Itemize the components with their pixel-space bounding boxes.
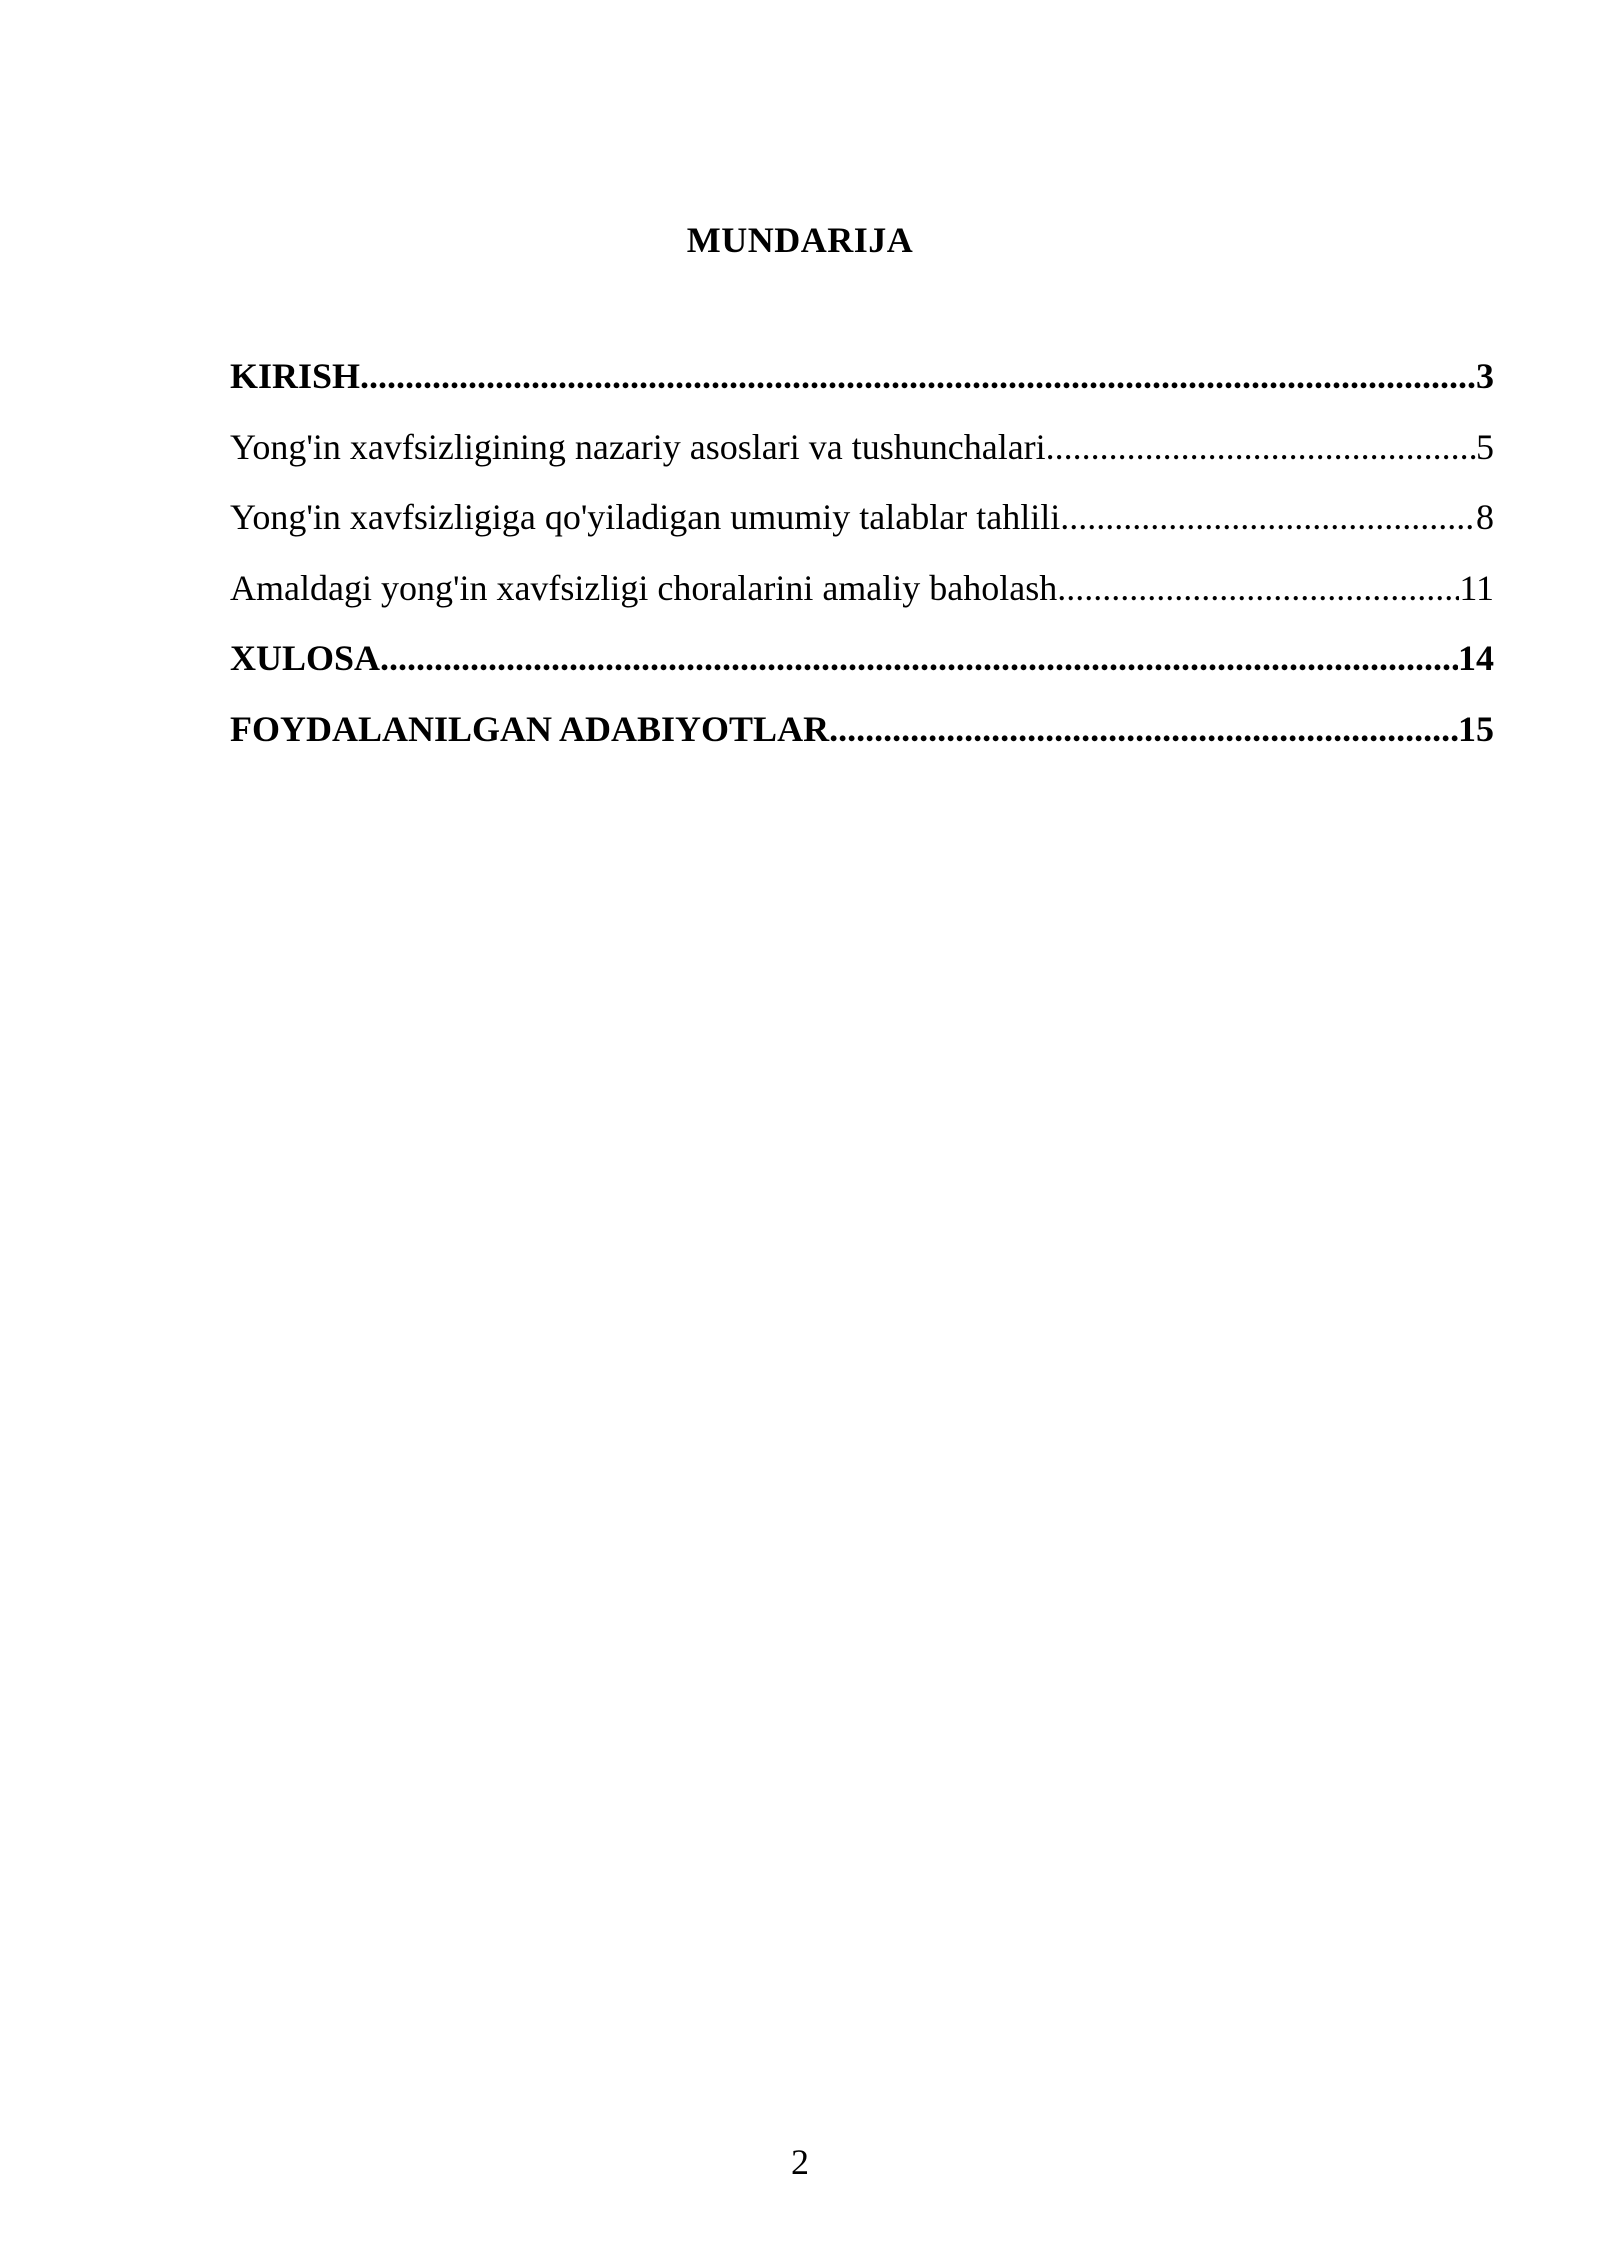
toc-entry-page: 14 xyxy=(1458,638,1494,678)
toc-entry-kirish[interactable] xyxy=(230,354,1494,425)
toc-entry-page: 3 xyxy=(1476,356,1494,396)
toc-entry-text: KIRISH xyxy=(230,356,361,396)
toc-entry-text: Yong'in xavfsizligiga qo'yiladigan umumiy talablar tahlili xyxy=(230,497,1061,537)
table-of-contents xyxy=(230,354,1494,777)
page-number: 2 xyxy=(791,2142,809,2182)
toc-entry-adabiyotlar[interactable] xyxy=(230,707,1494,778)
toc-entry-page: 8 xyxy=(1476,497,1494,537)
toc-dot-leader xyxy=(1060,495,1476,539)
toc-entry-nazariy-asoslar[interactable] xyxy=(230,425,1494,496)
toc-entry-text: Amaldagi yong'in xavfsizligi choralarini amaliy baholash xyxy=(230,567,1058,608)
toc-entry-page: 11 xyxy=(1459,567,1494,608)
toc-dot-leader xyxy=(360,354,1476,398)
toc-entry-xulosa[interactable] xyxy=(230,636,1494,707)
toc-entry-umumiy-talablar[interactable] xyxy=(230,495,1494,566)
toc-entry-text: Yong'in xavfsizligining nazariy asoslari va tushunchalari xyxy=(230,426,1046,467)
toc-title: MUNDARIJA xyxy=(686,220,914,260)
toc-entry-text: XULOSA xyxy=(230,638,381,678)
toc-dot-leader xyxy=(380,636,1458,680)
toc-entry-page: 5 xyxy=(1476,426,1494,467)
toc-dot-leader xyxy=(1057,566,1459,610)
toc-dot-leader xyxy=(1046,425,1476,469)
toc-entry-text: FOYDALANILGAN ADABIYOTLAR xyxy=(230,708,830,749)
toc-entry-page: 15 xyxy=(1458,708,1494,749)
toc-dot-leader xyxy=(829,707,1458,751)
toc-entry-amaliy-baholash[interactable] xyxy=(230,566,1494,637)
